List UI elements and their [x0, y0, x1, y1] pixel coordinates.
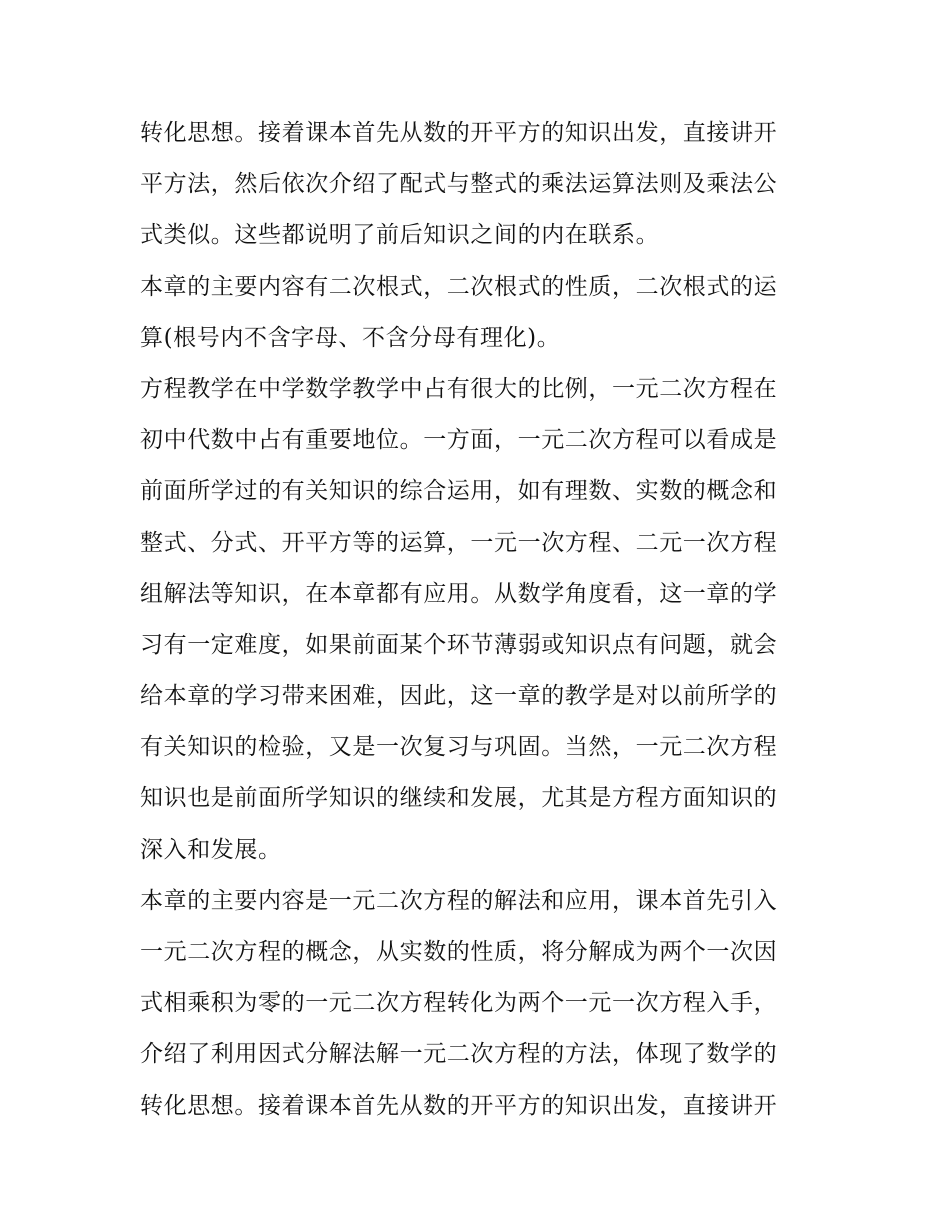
text-line: 式类似。这些都说明了前后知识之间的内在联系。: [140, 222, 660, 249]
text-line: 方程教学在中学数学教学中占有很大的比例，一元二次方程在: [140, 375, 778, 402]
text-line: 习有一定难度，如果前面某个环节薄弱或知识点有问题，就会: [140, 631, 778, 658]
text-line: 初中代数中占有重要地位。一方面，一元二次方程可以看成是: [140, 427, 778, 454]
document-body: [140, 108, 820, 1132]
text-line: 转化思想。接着课本首先从数的开平方的知识出发，直接讲开: [140, 120, 778, 146]
text-line: 深入和发展。: [140, 836, 282, 863]
text-line: 组解法等知识，在本章都有应用。从数学角度看，这一章的学: [140, 580, 778, 607]
text-line: 介绍了利用因式分解法解一元二次方程的方法，体现了数学的: [140, 1041, 778, 1068]
text-line: 转化思想。接着课本首先从数的开平方的知识出发，直接讲开: [140, 1092, 778, 1119]
text-line: 给本章的学习带来困难，因此，这一章的教学是对以前所学的: [140, 683, 778, 710]
text-line: 式相乘积为零的一元二次方程转化为两个一元一次方程入手，: [140, 990, 778, 1017]
text-line: 平方法，然后依次介绍了配式与整式的乘法运算法则及乘法公: [140, 171, 778, 198]
text-line: 有关知识的检验，又是一次复习与巩固。当然，一元二次方程: [140, 734, 778, 761]
text-line: 算(根号内不含字母、不含分母有理化)。: [140, 324, 561, 351]
text-line: 知识也是前面所学知识的继续和发展，尤其是方程方面知识的: [140, 785, 778, 812]
text-line: 前面所学过的有关知识的综合运用，如有理数、实数的概念和: [140, 478, 778, 505]
text-line: 本章的主要内容是一元二次方程的解法和应用，课本首先引入: [140, 887, 778, 914]
text-line: 一元二次方程的概念，从实数的性质，将分解成为两个一次因: [140, 939, 778, 965]
text-line: 整式、分式、开平方等的运算，一元一次方程、二元一次方程: [140, 529, 778, 556]
text-line: 本章的主要内容有二次根式，二次根式的性质，二次根式的运: [140, 273, 778, 300]
